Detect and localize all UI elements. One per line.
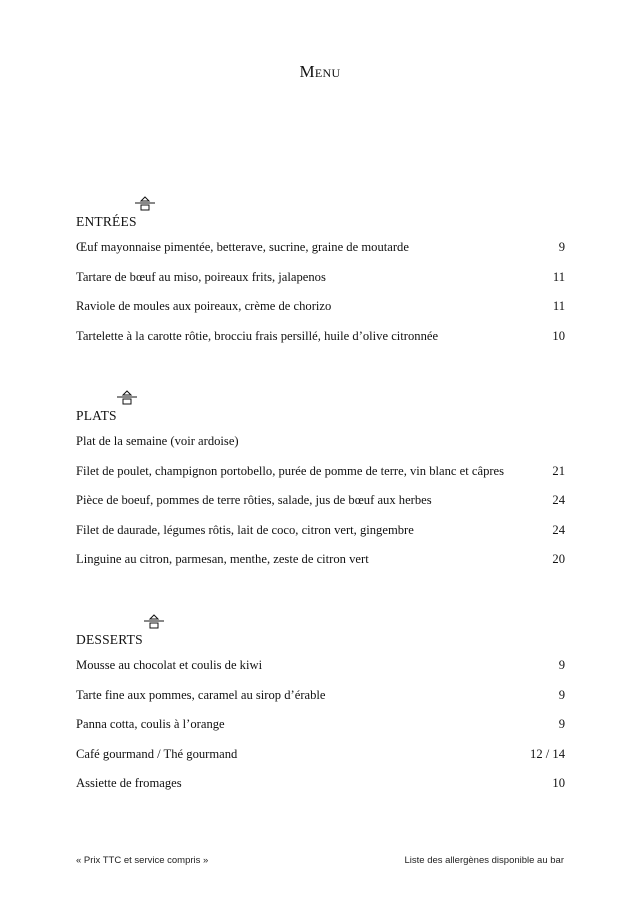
- section-heading: DESSERTS: [76, 632, 143, 647]
- item-price: 9: [558, 240, 565, 254]
- item-name: Tartare de bœuf au miso, poireaux frits, jalapenos: [76, 269, 326, 284]
- item-price: 21: [552, 463, 565, 478]
- item-name: Œuf mayonnaise pimentée, betterave, sucrine, graine de moutarde: [76, 240, 409, 254]
- item-price: 24: [552, 522, 565, 537]
- item-name: Linguine au citron, parmesan, menthe, zeste de citron vert: [76, 552, 369, 566]
- section-desserts: [76, 628, 565, 806]
- section-heading: ENTRÉES: [76, 214, 137, 229]
- item-name: Assiette de fromages: [76, 776, 182, 790]
- menu-item: [76, 717, 565, 747]
- item-name: Plat de la semaine (voir ardoise): [76, 434, 239, 448]
- house-icon: [116, 390, 138, 406]
- item-name: Tartelette à la carotte rôtie, brocciu frais persillé, huile d’olive citronnée: [76, 328, 439, 343]
- item-price: 11: [552, 299, 565, 313]
- footer-note-prices: « Prix TTC et service compris »: [76, 855, 209, 866]
- item-name: Pièce de boeuf, pommes de terre rôties, salade, jus de bœuf aux herbes: [76, 493, 432, 507]
- menu-item: [76, 464, 565, 494]
- item-price: 24: [552, 493, 565, 507]
- section-heading: PLATS: [76, 408, 117, 423]
- menu-item: [76, 776, 565, 806]
- item-price: 9: [558, 687, 565, 702]
- section-plats: [76, 404, 565, 582]
- item-name: Mousse au chocolat et coulis de kiwi: [76, 658, 263, 672]
- menu-item: [76, 523, 565, 553]
- menu-item: [76, 747, 565, 777]
- menu-item: [76, 688, 565, 718]
- item-price: 10: [552, 776, 565, 790]
- section-header: [76, 404, 565, 424]
- item-name: Filet de poulet, champignon portobello, purée de pomme de terre, vin blanc et câpres: [76, 463, 505, 478]
- item-name: Panna cotta, coulis à l’orange: [76, 717, 225, 731]
- item-price: 9: [558, 658, 565, 672]
- menu-item: [76, 493, 565, 523]
- menu-item: [76, 658, 565, 688]
- page-title: Menu: [299, 62, 341, 81]
- item-price: 9: [558, 717, 565, 731]
- section-header: [76, 628, 565, 648]
- item-price: 20: [552, 552, 565, 566]
- menu-item: [76, 552, 565, 582]
- menu-item: [76, 270, 565, 300]
- item-price: 10: [552, 328, 565, 343]
- house-icon: [143, 614, 165, 630]
- section-header: [76, 210, 565, 230]
- item-name: Raviole de moules aux poireaux, crème de chorizo: [76, 299, 332, 313]
- item-price: 11: [552, 269, 565, 284]
- menu-item: [76, 240, 565, 270]
- item-name: Filet de daurade, légumes rôtis, lait de coco, citron vert, gingembre: [76, 522, 414, 537]
- house-icon: [134, 196, 156, 212]
- item-name: Tarte fine aux pommes, caramel au sirop d’érable: [76, 687, 326, 702]
- section-entrees: [76, 210, 565, 358]
- footer-note-allergens: Liste des allergènes disponible au bar: [404, 855, 564, 866]
- item-price: 12 / 14: [530, 746, 565, 761]
- item-name: Café gourmand / Thé gourmand: [76, 746, 238, 761]
- menu-item: [76, 434, 565, 464]
- menu-item: [76, 299, 565, 329]
- menu-item: [76, 329, 565, 359]
